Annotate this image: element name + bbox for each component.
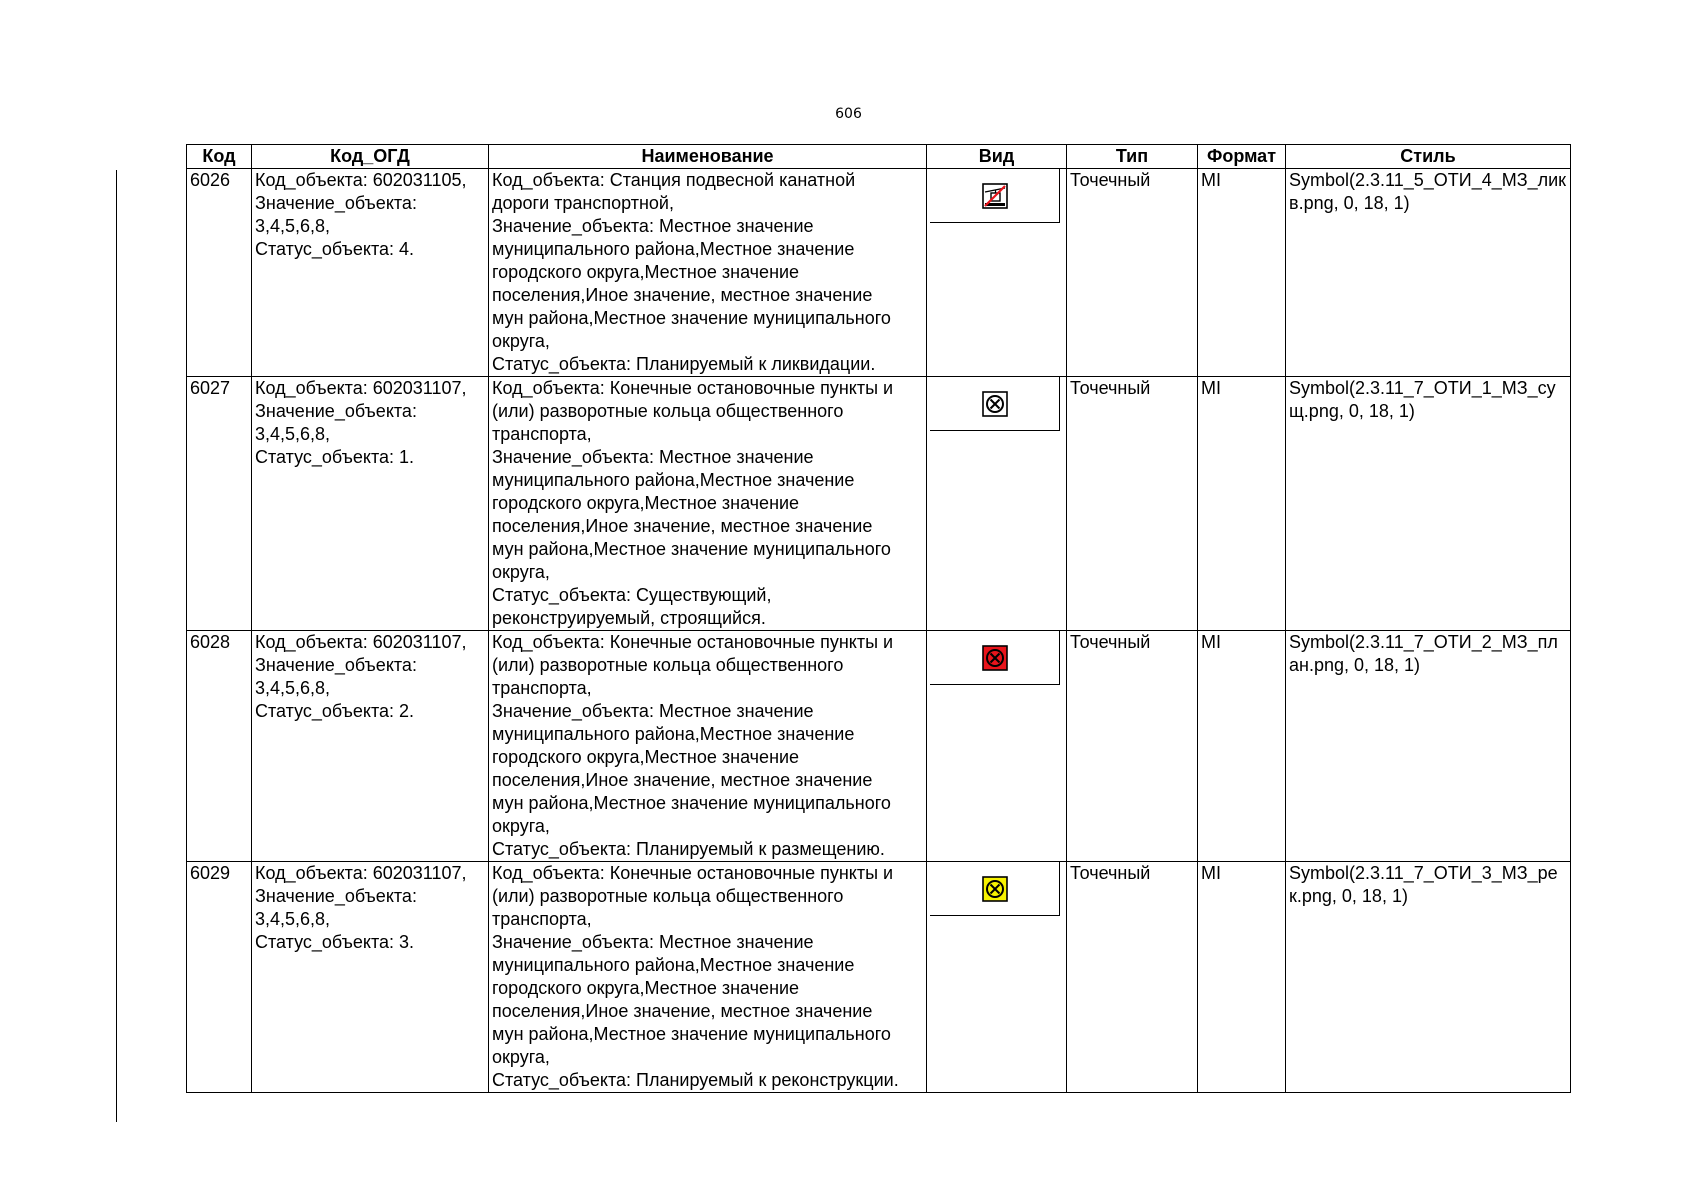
terminal-stop-planned-icon [982,645,1008,671]
view-cell [927,377,1067,631]
header-type: Тип [1067,145,1198,169]
symbol-frame [930,862,1060,916]
type-cell: Точечный [1067,169,1198,377]
format-cell: MI [1198,169,1286,377]
view-cell [927,169,1067,377]
code-ogd-cell: Код_объекта: 602031107, Значение_объекта: 3,4,5,6,8, Статус_объекта: 2. [252,631,489,862]
header-format: Формат [1198,145,1286,169]
header-name: Наименование [489,145,927,169]
cable-car-station-liquidation-icon [982,183,1008,209]
name-cell: Код_объекта: Конечные остановочные пункты и (или) разворотные кольца общественного транспорта, Значение_объекта: Местное значение муниципального района,Местное значение городского округа,Местное значение поселения,Иное значение, местное значение мун района,Местное значение муниципального округа, Статус_объекта: Планируемый к реконструкции. [489,862,927,1093]
name-cell: Код_объекта: Станция подвесной канатной дороги транспортной, Значение_объекта: Местное значение муниципального района,Местное значение городского округа,Местное значение поселения,Иное значение, местное значение мун района,Местное значение муниципального округа, Статус_объекта: Планируемый к ликвидации. [489,169,927,377]
header-code: Код [187,145,252,169]
header-view: Вид [927,145,1067,169]
view-cell [927,862,1067,1093]
style-cell: Symbol(2.3.11_7_ОТИ_2_МЗ_план.png, 0, 18, 1) [1286,631,1571,862]
header-row [187,145,1571,169]
table-row [187,377,1571,631]
type-cell: Точечный [1067,377,1198,631]
symbol-frame [930,631,1060,685]
margin-line [116,170,117,1122]
format-cell: MI [1198,631,1286,862]
terminal-stop-existing-icon [982,391,1008,417]
code-cell: 6028 [187,631,252,862]
name-cell: Код_объекта: Конечные остановочные пункты и (или) разворотные кольца общественного транспорта, Значение_объекта: Местное значение муниципального района,Местное значение городского округа,Местное значение поселения,Иное значение, местное значение мун района,Местное значение муниципального округа, Статус_объекта: Существующий, реконструируемый, строящийся. [489,377,927,631]
view-cell [927,631,1067,862]
type-cell: Точечный [1067,862,1198,1093]
header-style: Стиль [1286,145,1571,169]
table-row [187,631,1571,862]
page-number: 606 [835,106,862,122]
symbol-frame [930,377,1060,431]
type-cell: Точечный [1067,631,1198,862]
code-ogd-cell: Код_объекта: 602031107, Значение_объекта: 3,4,5,6,8, Статус_объекта: 3. [252,862,489,1093]
header-code-ogd: Код_ОГД [252,145,489,169]
format-cell: MI [1198,377,1286,631]
code-cell: 6027 [187,377,252,631]
code-ogd-cell: Код_объекта: 602031105, Значение_объекта: 3,4,5,6,8, Статус_объекта: 4. [252,169,489,377]
style-cell: Symbol(2.3.11_7_ОТИ_3_МЗ_рек.png, 0, 18, 1) [1286,862,1571,1093]
code-ogd-cell: Код_объекта: 602031107, Значение_объекта: 3,4,5,6,8, Статус_объекта: 1. [252,377,489,631]
table-row [187,169,1571,377]
format-cell: MI [1198,862,1286,1093]
style-cell: Symbol(2.3.11_7_ОТИ_1_МЗ_сущ.png, 0, 18, 1) [1286,377,1571,631]
terminal-stop-reconstruction-icon [982,876,1008,902]
symbol-frame [930,169,1060,223]
name-cell: Код_объекта: Конечные остановочные пункты и (или) разворотные кольца общественного транспорта, Значение_объекта: Местное значение муниципального района,Местное значение городского округа,Местное значение поселения,Иное значение, местное значение мун района,Местное значение муниципального округа, Статус_объекта: Планируемый к размещению. [489,631,927,862]
code-cell: 6029 [187,862,252,1093]
table-row [187,862,1571,1093]
code-cell: 6026 [187,169,252,377]
symbol-table [186,144,1571,1093]
style-cell: Symbol(2.3.11_5_ОТИ_4_МЗ_ликв.png, 0, 18, 1) [1286,169,1571,377]
